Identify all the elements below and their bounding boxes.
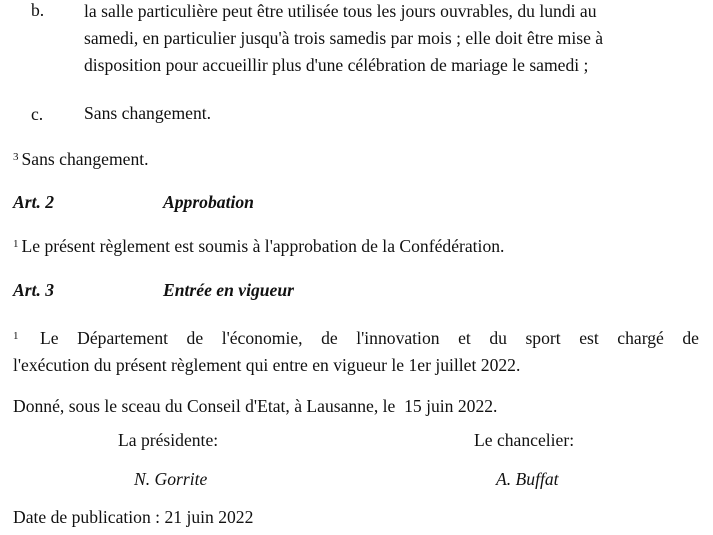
item-c-line-1: Sans changement. — [84, 103, 212, 123]
art-3-title: Entrée en vigueur — [163, 280, 294, 300]
paragraph-3 — [13, 149, 149, 170]
publication-date: Date de publication : 21 juin 2022 — [13, 507, 254, 527]
art-2-paragraph — [13, 236, 504, 257]
art-3-paragraph-number: 1 — [13, 330, 19, 342]
art-3-paragraph-line-1-text: Le Département de l'économie, de l'innovation et du sport est chargé de — [40, 328, 699, 348]
item-b-line-1: la salle particulière peut être utilisée tous les jours ouvrables, du lundi au — [84, 1, 597, 21]
item-b-line-2: samedi, en particulier jusqu'à trois samedis par mois ; elle doit être mise à — [84, 28, 604, 48]
signature-right-role: Le chancelier: — [474, 430, 575, 450]
signature-left-name: N. Gorrite — [134, 469, 208, 489]
art-3-paragraph — [13, 323, 699, 379]
art-2-paragraph-number: 1 — [13, 238, 19, 250]
art-3-paragraph-line-2: l'exécution du présent règlement qui entre en vigueur le 1er juillet 2022. — [13, 355, 521, 375]
item-b-text — [84, 0, 603, 79]
art-2-paragraph-text: Le présent règlement est soumis à l'approbation de la Confédération. — [21, 236, 505, 256]
signature-right-name: A. Buffat — [496, 469, 559, 489]
paragraph-3-text: Sans changement. — [21, 149, 149, 169]
item-b-line-3: disposition pour accueillir plus d'une célébration de mariage le samedi ; — [84, 55, 589, 75]
art-3-paragraph-line-1 — [13, 323, 699, 352]
closing-statement: Donné, sous le sceau du Conseil d'Etat, à Lausanne, le 15 juin 2022. — [13, 396, 498, 416]
item-c-letter: c. — [31, 104, 44, 124]
item-c-text — [84, 100, 211, 127]
art-3-number: Art. 3 — [13, 280, 55, 300]
art-2-number: Art. 2 — [13, 192, 55, 212]
signature-left-role: La présidente: — [118, 430, 219, 450]
item-b-letter: b. — [31, 0, 45, 20]
paragraph-3-number: 3 — [13, 151, 19, 163]
art-2-title: Approbation — [163, 192, 254, 212]
